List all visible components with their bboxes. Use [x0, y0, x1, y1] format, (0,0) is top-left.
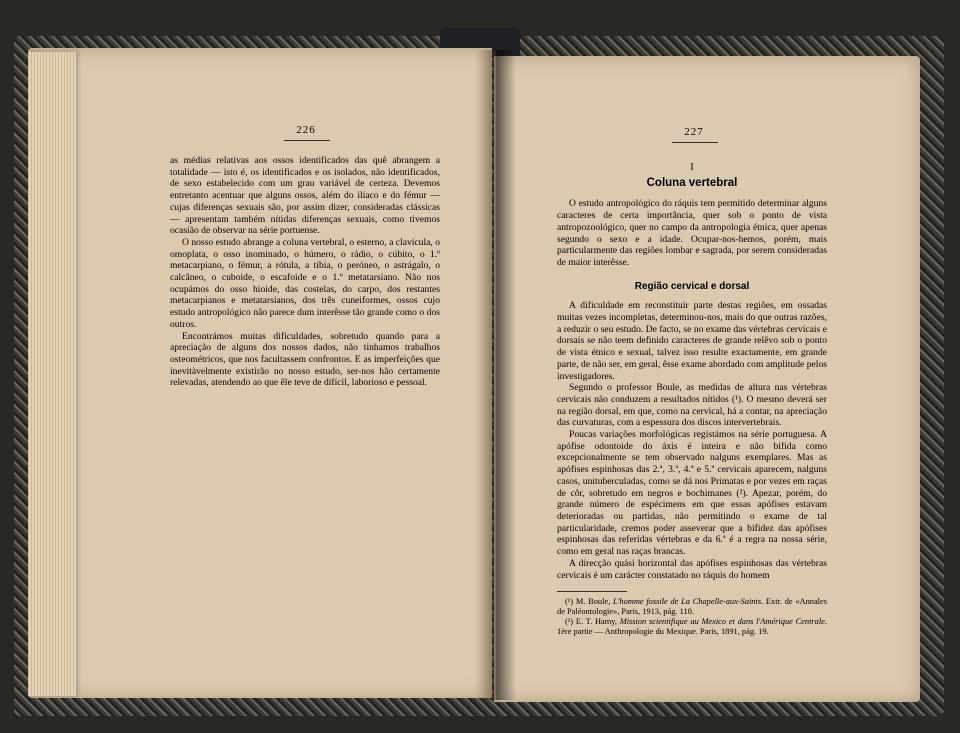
paragraph: O nosso estudo abrange a coluna vertebral, o esterno, a clavícula, o omoplata, o osso inominado, o húmero, o rádio, o cúbito, o 1.º metacarpiano, o fémur, a rótula, a tíbia, o peróneo, o astrágalo, o calcâneo, o cuboide, o escafoide e o 1.º metatarsiano. Não nos ocupámos do osso hioide, das costelas, do carpo, dos restantes metacarpianos e metatarsianos, dos três cuneiformes, ossos cujo estudo antropológico não parece dum interêsse tão grande como o dos outros.	[170, 236, 440, 330]
right-header-rule	[672, 142, 718, 143]
footnote	[557, 617, 827, 637]
paragraph: Poucas variações morfológicas registámos na série portuguesa. A apófise odontoide do áxis é inteira e não bífida como excepcionalmente se tem observado nalguns exemplares. Mas as apófises espinhosas das 2.ª, 3.ª, 4.ª e 5.ª cervicais aparecem, nalguns casos, unituberculadas, como se dá nos Primatas e por vezes em raças de côr, sobretudo em negros e bochimanes (²). Apezar, porém, do grande número de espécimens em que essas apófises estavam deterioradas ou partidas, não permitindo o exame de tal particularidade, cremos poder asseverar que a bifidez das apófises espinhosas das referidas vértebras e da 6.ª é a regra na nossa série, como em geral nas raças brancas.	[557, 429, 827, 558]
book-gutter	[476, 50, 516, 700]
paragraph: Segundo o professor Boule, as medidas de altura nas vértebras cervicais não conduzem a resultados nítidos (¹). O mesmo deverá ser na região dorsal, em que, como na cervical, há a contar, na apreciação das curvaturas, com a espessura dos discos intervertebrais.	[557, 382, 827, 429]
footnote-rest: . 1ère partie — Anthropologie du Mexique. Paris, 1891, pág. 19.	[557, 617, 827, 637]
footnote-title: Mission scientifique au Mexico et dans l'Amérique Centrale	[619, 617, 825, 627]
footnote-title: L'homme fossile de La Chapelle-aux-Saints	[612, 597, 762, 607]
paragraph: A direcção quási horizontal das apófises espinhosas das vértebras cervicais é um carácter constatado no ráquis do homem	[557, 557, 827, 581]
section-number: I	[690, 162, 694, 173]
footnotes	[557, 597, 827, 637]
footnote-lead: (²) E. T. Hamy,	[565, 617, 620, 627]
footnote-rest: . Extr. de «Annales de Paléontologie», Paris, 1913, pág. 110.	[557, 597, 827, 617]
footnote-lead: (¹) M. Boule,	[565, 597, 613, 607]
left-page-body	[170, 155, 440, 389]
page-edges	[28, 52, 76, 696]
paragraph: A dificuldade em reconstituir parte destas regiões, em ossadas muitas vezes incompletas, determinou-nos, mais do que outras razões, a reduzir o seu estudo. De facto, se no exame das vértebras cervicais e dorsais se não teem definido caracteres de grande relêvo sob o ponto de vista étnico e sexual, talvez isso resulte exactamente, em grande parte, de não ser, em geral, êsse exame abordado com amplitude pelos investigadores.	[557, 300, 827, 382]
section-title: Coluna vertebral	[646, 176, 738, 189]
paragraph: O estudo antropológico do ráquis tem permitido determinar alguns caracteres de certa importância, quer sob o ponto de vista antropozoológico, quer no campo da antropologia étnica, quer apenas segundo o sexo e a idade. Ocupar-nos-hemos, porém, mais particularmente das regiões lombar e sagrada, por serem consideradas de maior interêsse.	[557, 198, 827, 268]
subsection-title: Região cervical e dorsal	[634, 280, 750, 292]
left-page-number: 226	[296, 124, 316, 136]
right-page-body	[557, 162, 827, 637]
left-header-rule	[284, 140, 330, 141]
footnote	[557, 597, 827, 617]
footnote-rule	[557, 591, 627, 592]
paragraph: as médias relativas aos ossos identificados das quê abrangem a totalidade — isto é, os identificados e os isolados, não identificados, de sexo estabelecido com um grau variável de certeza. Devemos entretanto acentuar que alguns ossos, além do ilíaco e do fémur — cujas diferenças sexuais são, por assim dizer, consideradas clássicas — apresentam também nítidas diferenças sexuais, como tivemos ocasião de observar na série portuense.	[170, 155, 440, 237]
paragraph: Encontrámos muitas dificuldades, sobretudo quando para a apreciação de alguns dos nossos dados, não tinhamos trabalhos osteométricos, que nos facultassem confrontos. E as imperfeições que inevitàvelmente existirão no nosso estudo, ser-nos hão certamente relevadas, atendendo ao que êle teve de difícil, laborioso e pessoal.	[170, 330, 440, 389]
right-page-number: 227	[684, 126, 704, 138]
